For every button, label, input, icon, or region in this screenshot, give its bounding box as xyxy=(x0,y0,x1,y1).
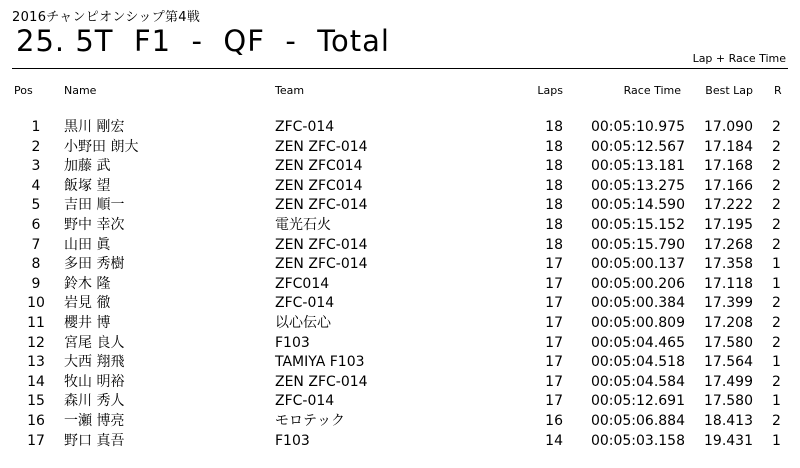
race-time-cell: 00:05:06.884 xyxy=(590,413,685,429)
column-header-team: Team xyxy=(275,84,305,97)
best-lap-cell: 17.580 xyxy=(704,393,753,410)
column-header-race-time: Race Time xyxy=(623,84,681,97)
race-time-cell: 00:05:12.691 xyxy=(590,393,685,410)
team-cell: ZEN ZFC014 xyxy=(275,177,363,194)
team-cell: ZFC-014 xyxy=(275,119,335,135)
laps-cell: 18 xyxy=(545,119,563,135)
race-time-cell: 00:05:10.975 xyxy=(590,119,685,135)
r-cell: 2 xyxy=(772,315,781,331)
race-time-cell: 00:05:15.152 xyxy=(590,217,685,233)
race-time-cell: 00:05:13.275 xyxy=(590,177,685,194)
best-lap-cell: 17.399 xyxy=(704,295,753,312)
laps-cell: 17 xyxy=(545,373,563,390)
table-row xyxy=(0,392,800,411)
r-cell: 2 xyxy=(772,119,781,135)
team-cell: ZEN ZFC-014 xyxy=(275,197,368,214)
table-row xyxy=(0,157,800,176)
race-time-cell: 00:05:04.465 xyxy=(590,334,685,351)
position-cell: 13 xyxy=(27,354,45,371)
laps-cell: 18 xyxy=(545,177,563,194)
laps-cell: 17 xyxy=(545,256,563,273)
r-cell: 2 xyxy=(772,177,781,194)
best-lap-cell: 19.431 xyxy=(704,432,753,449)
laps-cell: 18 xyxy=(545,138,563,155)
event-subtitle: 2016チャンピオンシップ第4戦 xyxy=(12,10,201,25)
table-row xyxy=(0,216,800,235)
team-cell: ZFC-014 xyxy=(275,295,335,312)
laps-cell: 17 xyxy=(545,295,563,312)
laps-cell: 18 xyxy=(545,217,563,233)
team-cell: ZFC014 xyxy=(275,275,330,292)
r-cell: 2 xyxy=(772,197,781,214)
table-row xyxy=(0,275,800,294)
laps-cell: 18 xyxy=(545,197,563,214)
team-cell: ZEN ZFC-014 xyxy=(275,256,368,273)
team-cell: ZEN ZFC014 xyxy=(275,158,363,175)
laps-cell: 18 xyxy=(545,158,563,175)
race-time-cell: 00:05:03.158 xyxy=(590,432,685,449)
r-cell: 1 xyxy=(772,256,781,273)
race-time-cell: 00:05:00.809 xyxy=(590,315,685,331)
race-time-cell: 00:05:00.137 xyxy=(590,256,685,273)
driver-name-cell: 小野田 朗大 xyxy=(64,138,139,155)
best-lap-cell: 17.499 xyxy=(704,373,753,390)
driver-name-cell: 黒川 剛宏 xyxy=(64,119,125,135)
r-cell: 2 xyxy=(772,236,781,253)
driver-name-cell: 岩見 徹 xyxy=(64,295,111,312)
laps-cell: 18 xyxy=(545,236,563,253)
race-time-cell: 00:05:04.584 xyxy=(590,373,685,390)
best-lap-cell: 18.413 xyxy=(704,413,753,429)
position-cell: 9 xyxy=(31,275,41,292)
driver-name-cell: 野中 幸次 xyxy=(64,217,125,233)
laps-cell: 17 xyxy=(545,315,563,331)
position-cell: 6 xyxy=(31,217,41,233)
table-row xyxy=(0,177,800,196)
header-divider xyxy=(12,68,788,69)
timing-mode-label: Lap + Race Time xyxy=(692,52,786,65)
position-cell: 17 xyxy=(27,432,45,449)
best-lap-cell: 17.118 xyxy=(704,275,753,292)
driver-name-cell: 宮尾 良人 xyxy=(64,334,125,351)
best-lap-cell: 17.268 xyxy=(704,236,753,253)
position-cell: 12 xyxy=(27,334,45,351)
table-row xyxy=(0,236,800,255)
team-cell: F103 xyxy=(275,334,310,351)
r-cell: 2 xyxy=(772,158,781,175)
driver-name-cell: 一瀬 博亮 xyxy=(64,413,125,429)
table-row xyxy=(0,412,800,431)
r-cell: 1 xyxy=(772,275,781,292)
race-time-cell: 00:05:00.384 xyxy=(590,295,685,312)
best-lap-cell: 17.195 xyxy=(704,217,753,233)
position-cell: 7 xyxy=(31,236,41,253)
table-row xyxy=(0,314,800,333)
driver-name-cell: 野口 真吾 xyxy=(64,432,125,449)
table-row xyxy=(0,118,800,137)
team-cell: モロテック xyxy=(275,413,345,429)
driver-name-cell: 吉田 順一 xyxy=(64,197,125,214)
position-cell: 14 xyxy=(27,373,45,390)
driver-name-cell: 飯塚 望 xyxy=(64,177,111,194)
position-cell: 2 xyxy=(31,138,41,155)
driver-name-cell: 加藤 武 xyxy=(64,158,111,175)
r-cell: 1 xyxy=(772,354,781,371)
position-cell: 3 xyxy=(31,158,41,175)
table-row xyxy=(0,255,800,274)
table-row xyxy=(0,334,800,353)
table-row xyxy=(0,294,800,313)
position-cell: 5 xyxy=(31,197,41,214)
race-time-cell: 00:05:14.590 xyxy=(590,197,685,214)
table-row xyxy=(0,138,800,157)
driver-name-cell: 牧山 明裕 xyxy=(64,373,125,390)
laps-cell: 17 xyxy=(545,354,563,371)
team-cell: 電光石火 xyxy=(275,217,331,233)
laps-cell: 17 xyxy=(545,393,563,410)
position-cell: 15 xyxy=(27,393,45,410)
race-time-cell: 00:05:12.567 xyxy=(590,138,685,155)
page-title: 25. 5T F1 - QF - Total xyxy=(16,24,390,58)
best-lap-cell: 17.564 xyxy=(704,354,753,371)
r-cell: 2 xyxy=(772,217,781,233)
team-cell: F103 xyxy=(275,432,310,449)
driver-name-cell: 櫻井 博 xyxy=(64,315,111,331)
best-lap-cell: 17.358 xyxy=(704,256,753,273)
r-cell: 2 xyxy=(772,373,781,390)
r-cell: 1 xyxy=(772,432,781,449)
race-time-cell: 00:05:04.518 xyxy=(590,354,685,371)
best-lap-cell: 17.166 xyxy=(704,177,753,194)
best-lap-cell: 17.222 xyxy=(704,197,753,214)
position-cell: 1 xyxy=(31,119,41,135)
table-row xyxy=(0,432,800,451)
column-header-r: R xyxy=(774,84,782,97)
best-lap-cell: 17.580 xyxy=(704,334,753,351)
laps-cell: 16 xyxy=(545,413,563,429)
r-cell: 2 xyxy=(772,334,781,351)
position-cell: 8 xyxy=(31,256,41,273)
column-header-laps: Laps xyxy=(537,84,563,97)
team-cell: ZEN ZFC-014 xyxy=(275,138,368,155)
race-time-cell: 00:05:13.181 xyxy=(590,158,685,175)
position-cell: 16 xyxy=(27,413,45,429)
r-cell: 1 xyxy=(772,393,781,410)
column-header-pos: Pos xyxy=(14,84,33,97)
best-lap-cell: 17.208 xyxy=(704,315,753,331)
r-cell: 2 xyxy=(772,138,781,155)
best-lap-cell: 17.184 xyxy=(704,138,753,155)
driver-name-cell: 大西 翔飛 xyxy=(64,354,125,371)
best-lap-cell: 17.090 xyxy=(704,119,753,135)
laps-cell: 17 xyxy=(545,275,563,292)
team-cell: ZEN ZFC-014 xyxy=(275,236,368,253)
table-row xyxy=(0,353,800,372)
position-cell: 10 xyxy=(27,295,45,312)
driver-name-cell: 森川 秀人 xyxy=(64,393,125,410)
race-time-cell: 00:05:15.790 xyxy=(590,236,685,253)
team-cell: ZEN ZFC-014 xyxy=(275,373,368,390)
team-cell: TAMIYA F103 xyxy=(275,354,365,371)
laps-cell: 17 xyxy=(545,334,563,351)
position-cell: 11 xyxy=(27,315,45,331)
race-time-cell: 00:05:00.206 xyxy=(590,275,685,292)
r-cell: 2 xyxy=(772,295,781,312)
r-cell: 2 xyxy=(772,413,781,429)
table-row xyxy=(0,196,800,215)
table-row xyxy=(0,373,800,392)
team-cell: ZFC-014 xyxy=(275,393,335,410)
best-lap-cell: 17.168 xyxy=(704,158,753,175)
driver-name-cell: 山田 眞 xyxy=(64,236,111,253)
laps-cell: 14 xyxy=(545,432,563,449)
driver-name-cell: 多田 秀樹 xyxy=(64,256,125,273)
position-cell: 4 xyxy=(31,177,41,194)
column-header-best-lap: Best Lap xyxy=(705,84,753,97)
team-cell: 以心伝心 xyxy=(275,315,331,331)
column-header-name: Name xyxy=(64,84,97,97)
driver-name-cell: 鈴木 隆 xyxy=(64,275,111,292)
